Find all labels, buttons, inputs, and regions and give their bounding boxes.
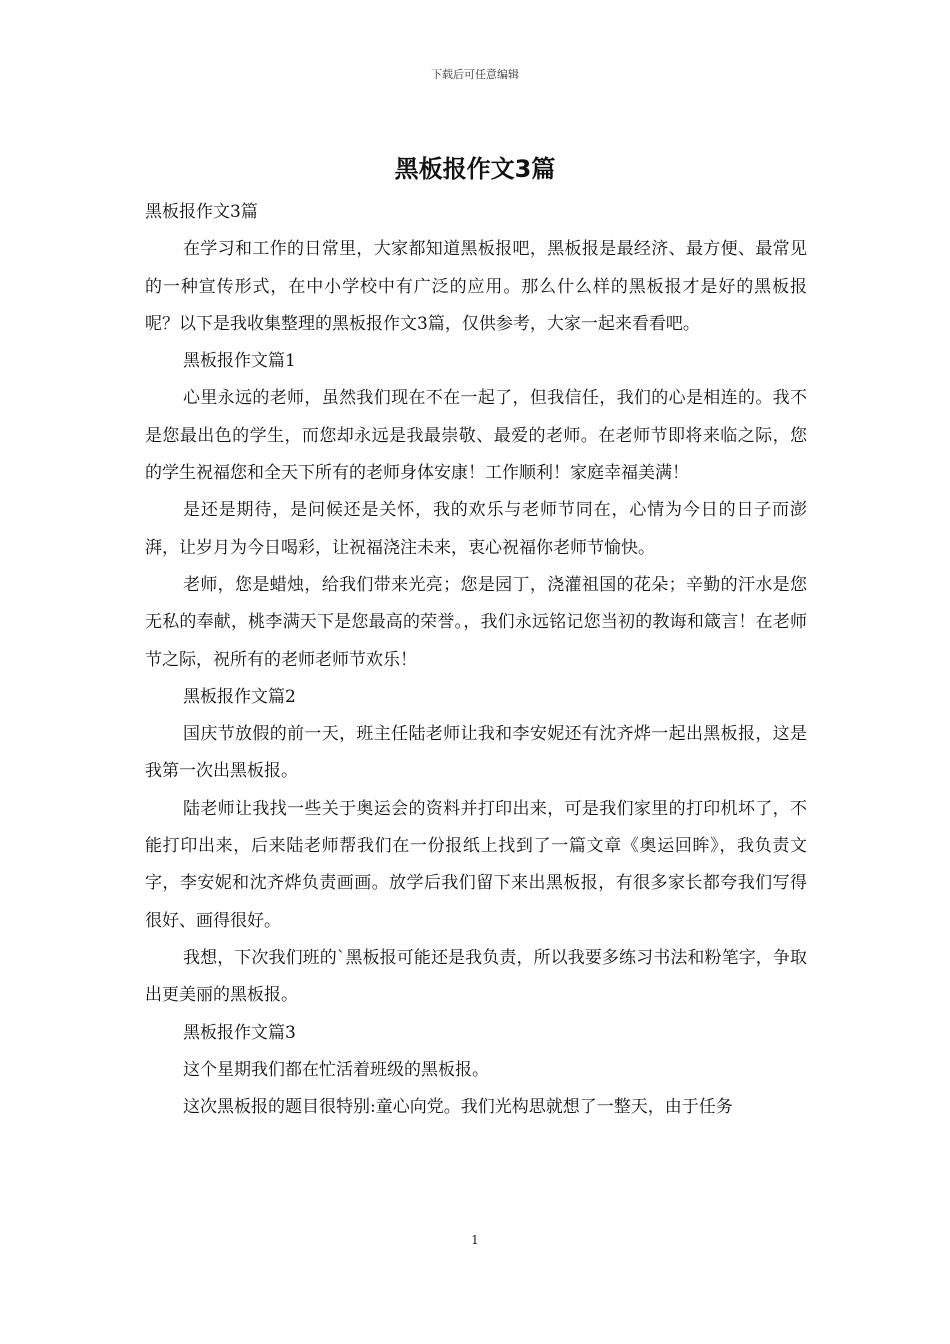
paragraph: 在学习和工作的日常里，大家都知道黑板报吧，黑板报是最经济、最方便、最常见的一种宣传形式，在中小学校中有广泛的应用。那么什么样的黑板报才是好的黑板报呢？以下是我收集整理的黑板报作文3篇，仅供参考，大家一起来看看吧。 (145, 239, 807, 334)
paragraph: 这个星期我们都在忙活着班级的黑板报。 (183, 1059, 489, 1080)
section-heading: 黑板报作文篇3 (183, 1022, 296, 1043)
paragraph: 国庆节放假的前一天，班主任陆老师让我和李安妮还有沈齐烨一起出黑板报，这是我第一次出黑板报。 (145, 724, 807, 782)
paragraph: 是还是期待，是问候还是关怀，我的欢乐与老师节同在，心情为今日的日子而澎湃，让岁月为今日喝彩，让祝福浇注未来，衷心祝福你老师节愉快。 (145, 500, 807, 558)
document-body (145, 194, 807, 1126)
page-number: 1 (471, 1233, 479, 1247)
paragraph: 黑板报作文3篇 (145, 202, 258, 222)
paragraph: 心里永远的老师，虽然我们现在不在一起了，但我信任，我们的心是相连的。我不是您最出色的学生，而您却永远是我最崇敬、最爱的老师。在老师节即将来临之际，您的学生祝福您和全天下所有的老师身体安康！工作顺利！家庭幸福美满！ (145, 388, 807, 484)
document-title: 黑板报作文3篇 (394, 155, 556, 183)
paragraph: 老师，您是蜡烛，给我们带来光亮；您是园丁，浇灌祖国的花朵；辛勤的汗水是您无私的奉献，桃李满天下是您最高的荣誉。，我们永远铭记您当初的教诲和箴言！在老师节之际，祝所有的老师老师节欢乐！ (145, 574, 807, 670)
header-note: 下载后可任意编辑 (431, 68, 519, 81)
paragraph: 陆老师让我找一些关于奥运会的资料并打印出来，可是我们家里的打印机坏了，不能打印出来，后来陆老师帮我们在一份报纸上找到了一篇文章《奥运回眸》，我负责文字，李安妮和沈齐烨负责画画。放学后我们留下来出黑板报，有很多家长都夸我们写得很好、画得很好。 (145, 798, 807, 931)
section-heading: 黑板报作文篇1 (183, 351, 296, 372)
section-heading: 黑板报作文篇2 (183, 686, 296, 707)
paragraph: 这次黑板报的题目很特别:童心向党。我们光构思就想了一整天，由于任务 (183, 1097, 733, 1118)
paragraph: 我想，下次我们班的`黑板报可能还是我负责，所以我要多练习书法和粉笔字，争取出更美丽的黑板报。 (145, 947, 807, 1006)
